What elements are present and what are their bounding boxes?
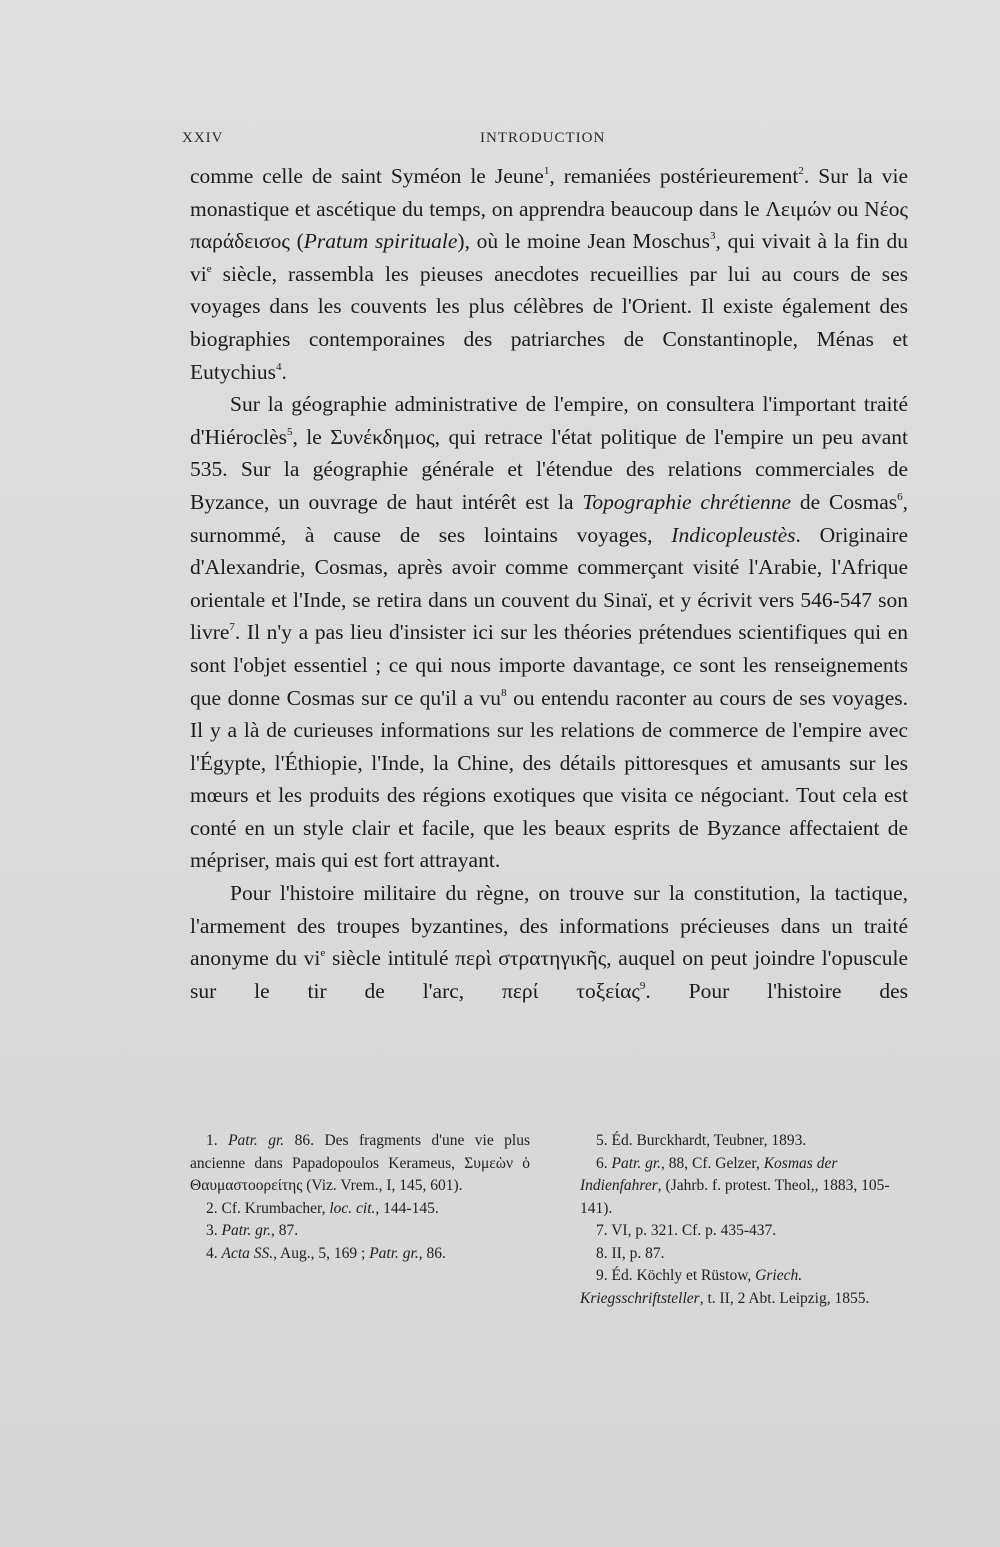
text-run: , le Συνέκδημος, qui retrace l'état politique de l'empire un peu avant 535. Sur la géographie générale et l'étendue des relations commerciales de Byzance, un ouvrage de haut intérêt est la	[190, 424, 908, 514]
running-title: INTRODUCTION	[480, 130, 606, 146]
italic-ref: Kosmas der Indienfahrer	[580, 1154, 838, 1194]
page-number: XXIV	[182, 130, 224, 146]
footnote-number: 1.	[206, 1132, 218, 1149]
footnote-1	[190, 1130, 530, 1198]
italic-ref: Patr. gr.	[221, 1222, 272, 1239]
footnote-6	[580, 1153, 910, 1221]
italic-ref: Acta SS.	[221, 1244, 274, 1262]
footnote-2	[190, 1198, 530, 1221]
text-run: . Sur la vie monastique et ascétique du temps, on apprendra beaucoup dans le Λειμών ou Νέος παράδεισος (	[190, 164, 908, 254]
footnote-4	[190, 1243, 530, 1266]
footnote-number: 7.	[596, 1222, 608, 1239]
footnote-ref: 8	[501, 686, 507, 699]
text-run: de Cosmas	[791, 489, 898, 514]
superscript: e	[206, 262, 212, 275]
text-run: siècle, rassembla les pieuses anecdotes recueillies par lui au cours de ses voyages dans les couvents les plus célèbres de l'Orient. Il existe également des biographies contemporaines des patriarches de Constantinople, Ménas et Eutychius	[190, 261, 908, 384]
italic-ref: Patr. gr.	[228, 1132, 285, 1149]
text-run: , t. II, 2 Abt. Leipzig, 1855.	[699, 1289, 870, 1307]
italic-title: Pratum spirituale	[303, 229, 458, 254]
text-run: ou entendu raconter au cours de ses voyages. Il y a là de curieuses informations sur les relations de commerce de l'empire avec l'Égypte, l'Éthiopie, l'Inde, la Chine, des détails pittoresques et amusants sur les mœurs et les produits des régions exotiques que visita ce négociant. Tout cela est conté en un style clair et facile, que les beaux esprits de Byzance affectaient de mépriser, mais qui est fort attrayant.	[190, 685, 908, 873]
text-run: Éd. Burckhardt, Teubner, 1893.	[607, 1132, 807, 1149]
text-run: VI, p. 321. Cf. p. 435-437.	[607, 1222, 777, 1239]
text-run: , Aug., 5, 169 ;	[273, 1244, 370, 1262]
footnote-ref: 2	[798, 165, 804, 177]
text-run: , surnommé, à cause de ses lointains voyages,	[190, 489, 908, 547]
footnote-number: 9.	[596, 1267, 608, 1284]
text-run: siècle intitulé περὶ στρατηγικῆς, auquel on peut joindre l'opuscule sur le tir de l'arc, περί τοξείας	[190, 946, 908, 1003]
text-run: , remaniées postérieurement	[549, 164, 799, 188]
text-run: 86. Des fragments d'une vie plus ancienne dans Papadopoulos Kerameus, Συμεὼν ὁ Θαυμαστοορείτης (Viz. Vrem., I, 145, 601).	[190, 1132, 531, 1194]
text-run: Pour l'histoire militaire du règne, on trouve sur la constitution, la tactique, l'armement des troupes byzantines, des informations précieuses dans un traité anonyme du vi	[190, 881, 908, 971]
running-header	[182, 130, 910, 154]
footnote-number: 8.	[596, 1244, 608, 1262]
text-run: Cf. Krumbacher,	[217, 1199, 330, 1217]
text-run: , (Jahrb. f. protest. Theol,, 1883, 105-141).	[580, 1177, 890, 1217]
footnote-ref: 5	[287, 425, 293, 438]
italic-ref: Griech. Kriegsschriftsteller	[580, 1267, 803, 1307]
main-text	[190, 160, 908, 1007]
paragraph-1	[190, 160, 908, 388]
text-run: , 86.	[418, 1244, 446, 1262]
footnote-7	[580, 1220, 910, 1243]
footnote-ref: 3	[710, 230, 716, 243]
footnote-number: 2.	[206, 1199, 218, 1217]
footnote-ref: 4	[276, 360, 282, 373]
italic-ref: loc. cit.	[329, 1199, 376, 1217]
footnote-8	[580, 1243, 910, 1266]
footnote-number: 5.	[596, 1132, 608, 1149]
footnote-3	[190, 1220, 530, 1243]
text-run: . Il n'y a pas lieu d'insister ici sur les théories prétendues scientifiques qui en sont l'objet essentiel ; ce qui nous importe davantage, ce sont les renseignements que donne Cosmas sur ce qu'il a vu	[190, 620, 908, 710]
text-run: comme celle de saint Syméon le Jeune	[190, 164, 544, 188]
italic-ref: Patr. gr.	[369, 1244, 419, 1262]
footnote-number: 3.	[206, 1222, 218, 1239]
text-run: II, p. 87.	[607, 1244, 665, 1262]
italic-title: Topographie chrétienne	[582, 489, 792, 514]
footnotes-right-column	[580, 1130, 910, 1310]
text-run: . Pour l'histoire des	[645, 978, 908, 1003]
paragraph-2	[190, 388, 908, 877]
text-run: , 88, Cf. Gelzer,	[661, 1154, 764, 1172]
text-run: , 144-145.	[375, 1199, 439, 1217]
footnote-ref: 1	[543, 165, 550, 177]
text-run: , 87.	[271, 1222, 299, 1239]
italic-ref: Patr. gr.	[611, 1154, 662, 1172]
text-run: Sur la géographie administrative de l'empire, on consultera l'important traité d'Hiéroclès	[190, 392, 908, 449]
text-run: , qui vivait à la fin du vi	[190, 229, 908, 286]
footnote-number: 4.	[206, 1244, 218, 1262]
footnote-ref: 7	[229, 621, 235, 634]
text-run: ), où le moine Jean Moschus	[457, 229, 711, 254]
footnotes-left-column	[190, 1130, 530, 1265]
text-run: . Originaire d'Alexandrie, Cosmas, après avoir comme commerçant visité l'Arabie, l'Afrique orientale et l'Inde, se retira dans un couvent du Sinaï, et y écrivit vers 546-547 son livre	[190, 522, 908, 645]
footnote-9	[580, 1265, 910, 1310]
footnote-ref: 6	[897, 490, 903, 503]
footnote-5	[580, 1130, 910, 1153]
text-run: Éd. Köchly et Rüstow,	[607, 1267, 756, 1284]
superscript: e	[320, 947, 326, 960]
footnote-number: 6.	[596, 1154, 608, 1172]
italic-name: Indicopleustès	[671, 522, 796, 547]
footnote-ref: 9	[639, 979, 646, 992]
paragraph-3	[190, 877, 908, 1007]
text-run: .	[281, 359, 287, 384]
